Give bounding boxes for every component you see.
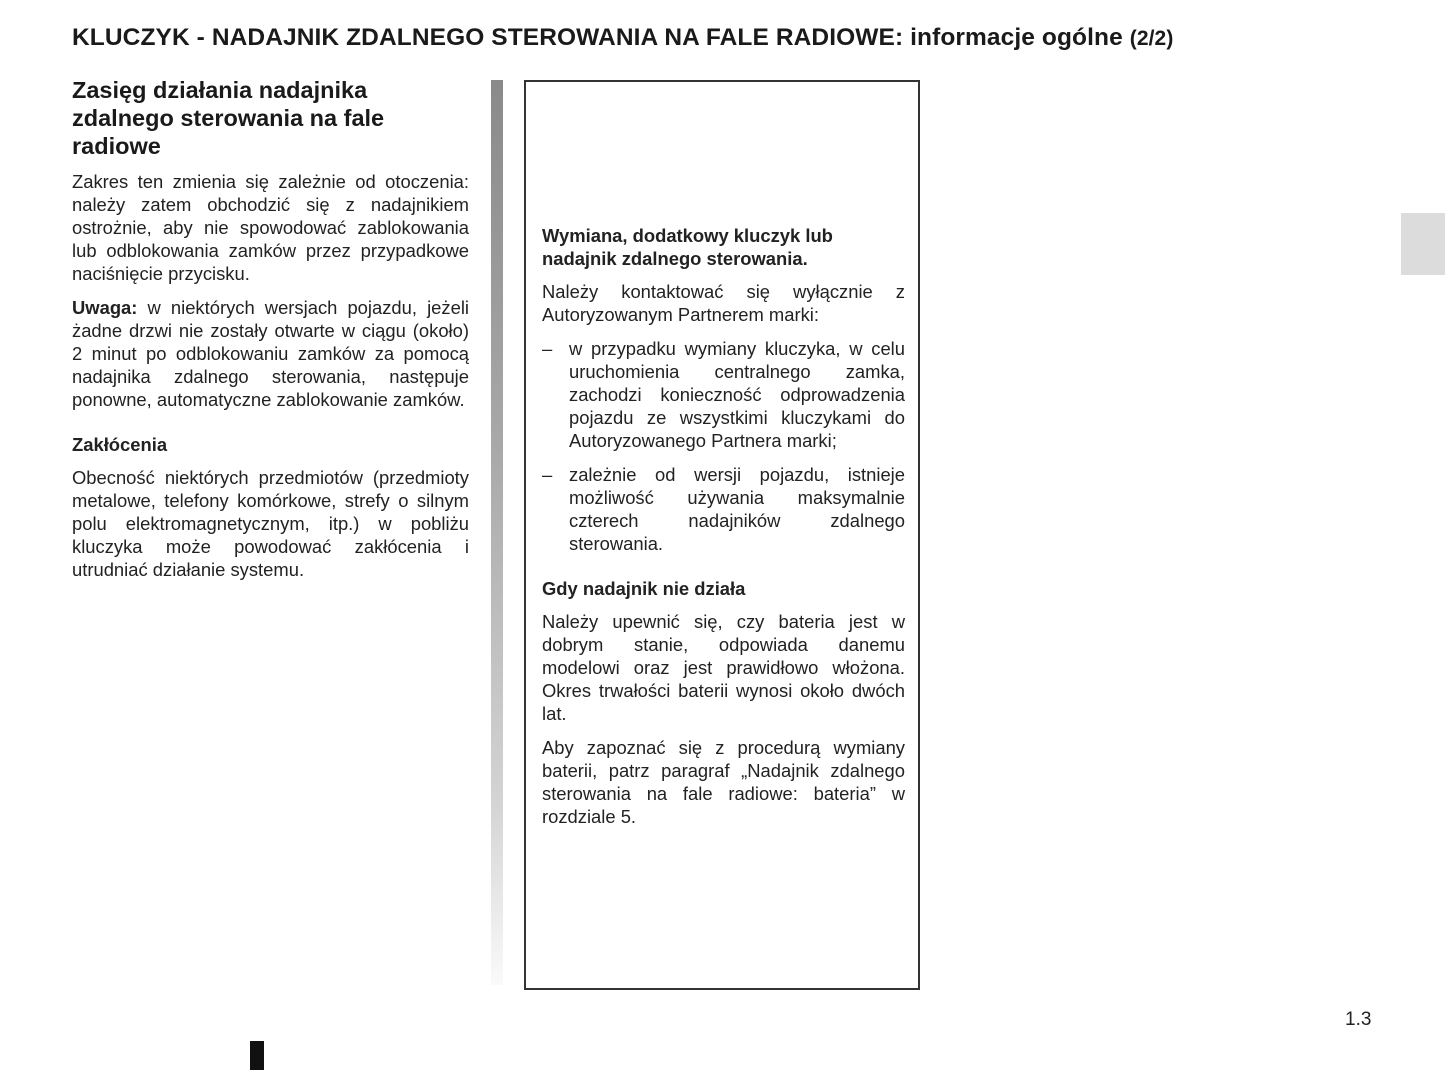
- page-number: 1.3: [1345, 1009, 1372, 1030]
- list-item-text: w przypadku wymiany kluczyka, w celu uruchomienia centralnego zamka, zachodzi konieczność odprowadzenia pojazdu ze wszystkimi kluczykami do Autoryzowanego Partnera marki;: [569, 338, 905, 451]
- print-mark: [250, 1041, 264, 1070]
- interference-heading: Zakłócenia: [72, 434, 168, 455]
- info-box-content: [542, 224, 905, 839]
- interference-paragraph: Obecność niektórych przedmiotów (przedmioty metalowe, telefony komórkowe, strefy o silnym polu elektromagnetycznym, itp.) w pobliżu kluczyka może powodować zakłócenia i utrudniać działanie systemu.: [72, 467, 469, 580]
- range-paragraph: Zakres ten zmienia się zależnie od otoczenia: należy zatem obchodzić się z nadajnikiem ostrożnie, aby nie spowodować zablokowania lub odblokowania zamków przez przypadkowe naciśnięcie przycisku.: [72, 171, 469, 284]
- gray-margin-bar: [491, 80, 503, 985]
- left-column: [72, 76, 469, 592]
- procedure-paragraph: Aby zapoznać się z procedurą wymiany baterii, patrz paragraf „Nadajnik zdalnego sterowania na fale radiowe: bateria” w rozdziale 5.: [542, 737, 905, 827]
- not-working-heading: Gdy nadajnik nie działa: [542, 578, 746, 599]
- chapter-tab: [1401, 213, 1445, 275]
- page-header: [72, 24, 1372, 52]
- contact-paragraph: Należy kontaktować się wyłącznie z Autoryzowanym Partnerem marki:: [542, 281, 905, 325]
- range-section-title: Zasięg działania nadajnika zdalnego sterowania na fale radiowe: [72, 77, 385, 159]
- note-paragraph: [72, 296, 469, 411]
- replacement-heading: Wymiana, dodatkowy kluczyk lub nadajnik zdalnego sterowania.: [542, 225, 833, 269]
- info-box: [524, 80, 920, 990]
- list-item: [542, 463, 905, 555]
- header-page-part: (2/2): [1129, 27, 1174, 50]
- list-item: [542, 337, 905, 452]
- header-title: KLUCZYK - NADAJNIK ZDALNEGO STEROWANIA NA FALE RADIOWE: informacje ogólne: [72, 24, 1123, 51]
- list-item-text: zależnie od wersji pojazdu, istnieje możliwość używania maksymalnie czterech nadajników zdalnego sterowania.: [569, 464, 905, 554]
- battery-paragraph: Należy upewnić się, czy bateria jest w dobrym stanie, odpowiada danemu modelowi oraz jest prawidłowo włożona. Okres trwałości baterii wynosi około dwóch lat.: [542, 611, 905, 724]
- note-label: Uwaga:: [72, 297, 138, 318]
- dash-bullet: –: [542, 338, 553, 359]
- note-text: w niektórych wersjach pojazdu, jeżeli żadne drzwi nie zostały otwarte w ciągu (około) 2 minut po odblokowaniu zamków za pomocą nadajnika zdalnego sterowania, następuje ponowne, automatyczne zablokowanie zamków.: [72, 297, 469, 410]
- dash-bullet: –: [542, 464, 553, 485]
